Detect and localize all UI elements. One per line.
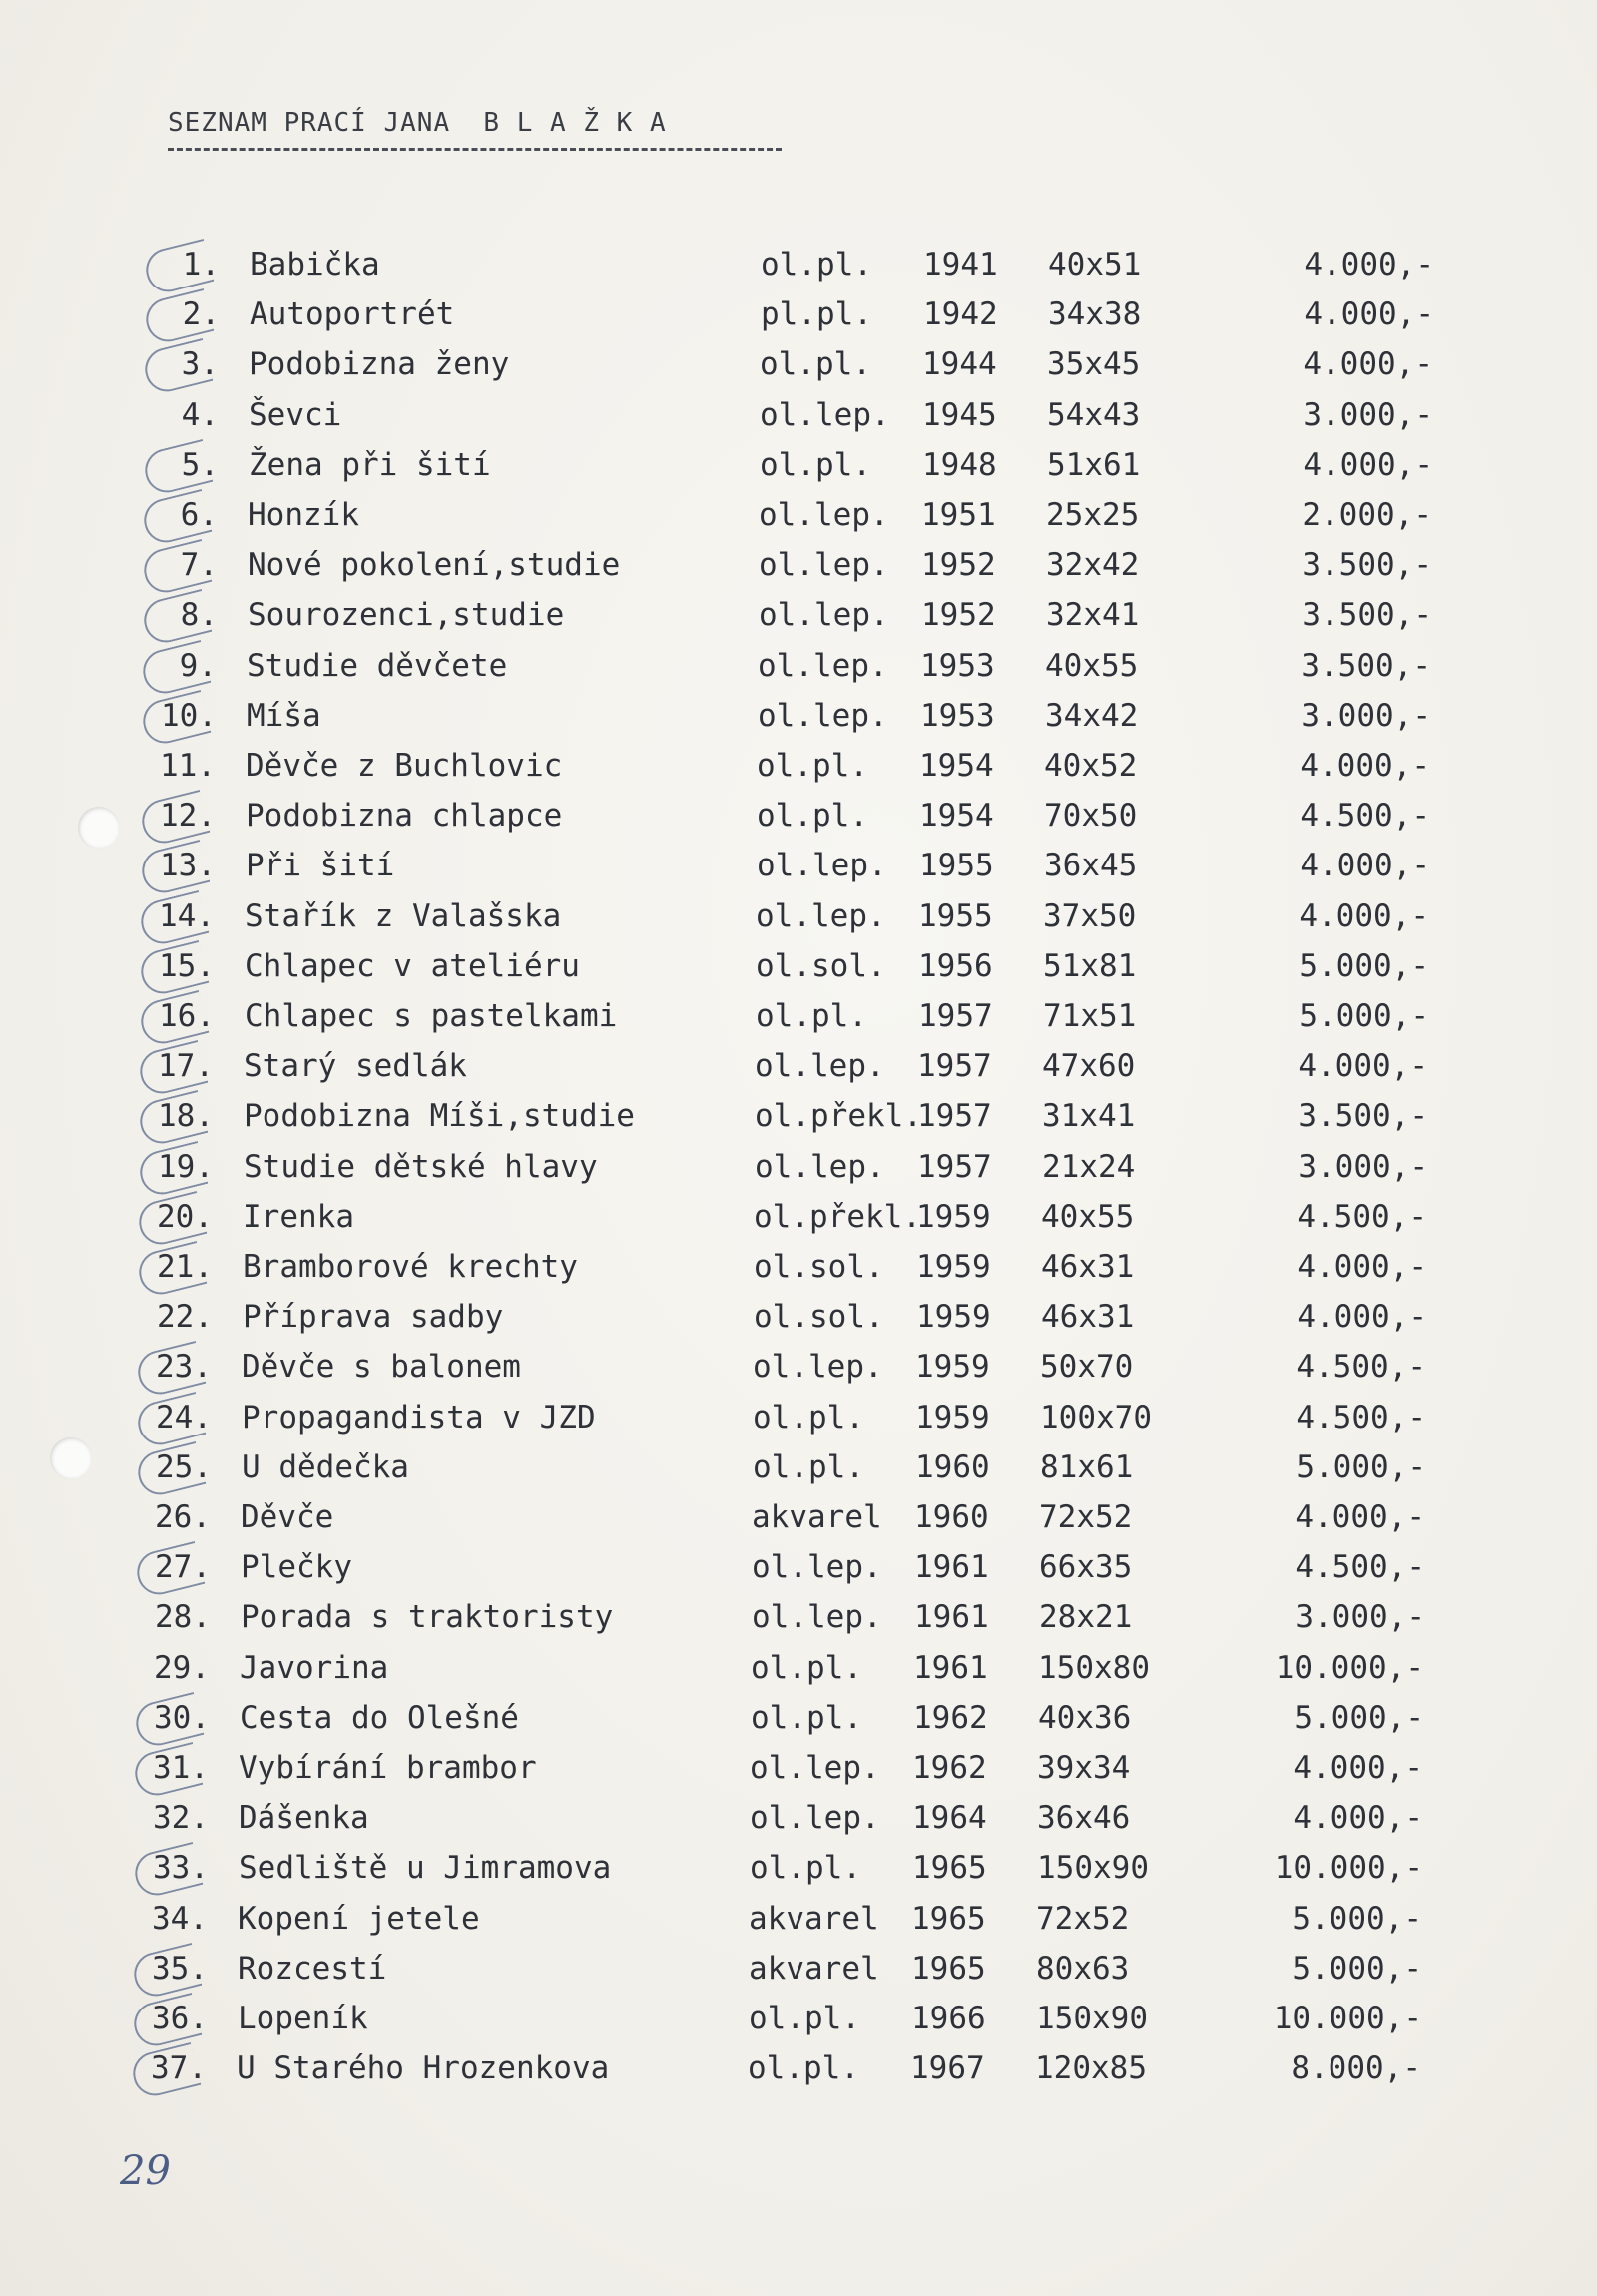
work-size: 40x52 bbox=[1044, 748, 1138, 784]
work-year: 1957 bbox=[917, 1098, 992, 1134]
work-title: Propagandista v JZD bbox=[242, 1400, 596, 1435]
work-size: 36x45 bbox=[1044, 848, 1138, 883]
work-title: U Starého Hrozenkova bbox=[237, 2050, 610, 2086]
work-title: Rozcestí bbox=[238, 1951, 387, 1987]
work-year: 1952 bbox=[921, 547, 996, 583]
table-row bbox=[0, 440, 1597, 490]
work-number: 9. bbox=[179, 648, 217, 684]
work-price: 2.000,- bbox=[1302, 497, 1432, 533]
work-price: 5.000,- bbox=[1294, 1700, 1424, 1736]
work-year: 1959 bbox=[916, 1299, 991, 1335]
table-row bbox=[0, 1843, 1597, 1893]
work-number: 17. bbox=[158, 1048, 214, 1084]
work-size: 80x63 bbox=[1036, 1951, 1130, 1987]
work-price: 4.000,- bbox=[1298, 1048, 1428, 1084]
work-number: 35. bbox=[152, 1951, 208, 1987]
work-size: 40x36 bbox=[1038, 1700, 1132, 1736]
work-size: 150x90 bbox=[1036, 2001, 1148, 2036]
work-technique: ol.pl. bbox=[756, 998, 867, 1034]
work-year: 1957 bbox=[918, 998, 993, 1034]
table-row bbox=[0, 641, 1597, 691]
work-price: 4.000,- bbox=[1293, 1750, 1423, 1786]
work-price: 4.500,- bbox=[1297, 1199, 1427, 1235]
work-technique: ol.lep. bbox=[758, 648, 888, 684]
table-row bbox=[0, 1542, 1597, 1592]
work-year: 1967 bbox=[910, 2050, 985, 2086]
work-technique: ol.pl. bbox=[753, 1400, 864, 1435]
table-row bbox=[0, 289, 1597, 339]
work-technique: ol.lep. bbox=[759, 547, 889, 583]
table-row bbox=[0, 1693, 1597, 1743]
work-number: 16. bbox=[159, 998, 215, 1034]
work-technique: ol.pl. bbox=[761, 247, 872, 283]
work-title: Babička bbox=[250, 247, 380, 283]
work-title: Kopení jetele bbox=[238, 1901, 480, 1937]
work-number: 11. bbox=[160, 748, 216, 784]
work-price: 4.500,- bbox=[1295, 1549, 1425, 1585]
work-size: 37x50 bbox=[1043, 898, 1137, 934]
work-title: Autoportrét bbox=[250, 296, 455, 332]
work-technique: ol.lep. bbox=[759, 497, 889, 533]
table-row bbox=[0, 1242, 1597, 1292]
work-year: 1954 bbox=[919, 748, 994, 784]
work-size: 28x21 bbox=[1039, 1599, 1133, 1635]
work-price: 10.000,- bbox=[1275, 1650, 1424, 1686]
work-price: 5.000,- bbox=[1299, 948, 1429, 984]
work-number: 30. bbox=[154, 1700, 210, 1736]
table-row bbox=[0, 791, 1597, 841]
work-year: 1965 bbox=[912, 1850, 987, 1886]
table-row bbox=[0, 1994, 1597, 2043]
work-technique: ol.pl. bbox=[748, 2050, 859, 2086]
work-price: 4.000,- bbox=[1299, 898, 1429, 934]
work-number: 10. bbox=[161, 698, 217, 734]
work-title: Cesta do Olešné bbox=[240, 1700, 519, 1736]
work-size: 46x31 bbox=[1041, 1249, 1135, 1285]
work-technique: ol.pl. bbox=[749, 2001, 860, 2036]
work-number: 12. bbox=[160, 798, 216, 834]
work-year: 1961 bbox=[914, 1599, 989, 1635]
work-price: 10.000,- bbox=[1273, 2001, 1422, 2036]
work-title: Vybírání brambor bbox=[239, 1750, 537, 1786]
work-year: 1961 bbox=[914, 1549, 989, 1585]
table-row bbox=[0, 339, 1597, 389]
work-number: 19. bbox=[158, 1149, 214, 1185]
work-number: 15. bbox=[159, 948, 215, 984]
work-technique: ol.lep. bbox=[753, 1349, 883, 1385]
work-year: 1959 bbox=[916, 1199, 991, 1235]
work-size: 70x50 bbox=[1044, 798, 1138, 834]
work-year: 1952 bbox=[921, 597, 996, 633]
work-price: 5.000,- bbox=[1292, 1901, 1422, 1937]
work-number: 32. bbox=[153, 1800, 209, 1836]
work-technique: ol.sol. bbox=[754, 1249, 884, 1285]
work-title: Podobizna Míši,studie bbox=[244, 1098, 635, 1134]
work-size: 71x51 bbox=[1043, 998, 1137, 1034]
table-row bbox=[0, 991, 1597, 1041]
work-price: 5.000,- bbox=[1299, 998, 1429, 1034]
work-technique: akvarel bbox=[749, 1901, 879, 1937]
work-title: Nové pokolení,studie bbox=[248, 547, 621, 583]
work-number: 21. bbox=[157, 1249, 213, 1285]
table-row bbox=[0, 490, 1597, 540]
work-technique: akvarel bbox=[752, 1499, 882, 1535]
work-size: 36x46 bbox=[1037, 1800, 1131, 1836]
work-number: 23. bbox=[156, 1349, 212, 1385]
work-year: 1962 bbox=[912, 1750, 987, 1786]
work-size: 21x24 bbox=[1042, 1149, 1136, 1185]
work-price: 4.000,- bbox=[1297, 1299, 1427, 1335]
work-number: 27. bbox=[155, 1549, 211, 1585]
work-year: 1956 bbox=[918, 948, 993, 984]
work-year: 1942 bbox=[923, 296, 998, 332]
work-number: 25. bbox=[156, 1449, 212, 1485]
work-number: 1. bbox=[182, 247, 220, 283]
work-technique: ol.sol. bbox=[756, 948, 886, 984]
work-number: 29. bbox=[154, 1650, 210, 1686]
work-year: 1955 bbox=[919, 848, 994, 883]
work-size: 40x55 bbox=[1041, 1199, 1135, 1235]
table-row bbox=[0, 1793, 1597, 1843]
work-technique: ol.lep. bbox=[755, 1048, 885, 1084]
work-number: 24. bbox=[156, 1400, 212, 1435]
work-technique: ol.lep. bbox=[752, 1549, 882, 1585]
work-number: 4. bbox=[181, 397, 219, 433]
work-technique: ol.lep. bbox=[750, 1750, 880, 1786]
work-technique: ol.pl. bbox=[750, 1850, 861, 1886]
work-size: 32x41 bbox=[1046, 597, 1140, 633]
work-year: 1959 bbox=[915, 1400, 990, 1435]
work-year: 1960 bbox=[914, 1499, 989, 1535]
work-number: 6. bbox=[180, 497, 218, 533]
work-year: 1951 bbox=[921, 497, 996, 533]
work-technique: ol.pl. bbox=[760, 346, 871, 382]
table-row bbox=[0, 1342, 1597, 1392]
table-row bbox=[0, 1592, 1597, 1642]
table-row bbox=[0, 390, 1597, 440]
work-size: 31x41 bbox=[1042, 1098, 1136, 1134]
work-technique: ol.lep. bbox=[759, 597, 889, 633]
work-title: Javorina bbox=[240, 1650, 389, 1686]
table-row bbox=[0, 1393, 1597, 1442]
work-technique: ol.překl. bbox=[754, 1199, 921, 1235]
work-size: 32x42 bbox=[1046, 547, 1140, 583]
work-number: 36. bbox=[152, 2001, 208, 2036]
work-year: 1965 bbox=[911, 1901, 986, 1937]
work-title: Podobizna ženy bbox=[249, 346, 510, 382]
work-price: 4.000,- bbox=[1297, 1249, 1427, 1285]
work-size: 51x81 bbox=[1043, 948, 1137, 984]
work-year: 1965 bbox=[911, 1951, 986, 1987]
work-size: 72x52 bbox=[1036, 1901, 1130, 1937]
table-row bbox=[0, 941, 1597, 991]
work-size: 120x85 bbox=[1035, 2050, 1147, 2086]
work-technique: ol.lep. bbox=[756, 898, 886, 934]
work-technique: ol.pl. bbox=[757, 748, 868, 784]
work-year: 1957 bbox=[917, 1048, 992, 1084]
work-year: 1941 bbox=[923, 247, 998, 283]
work-technique: ol.překl. bbox=[755, 1098, 922, 1134]
work-number: 33. bbox=[153, 1850, 209, 1886]
work-year: 1959 bbox=[915, 1349, 990, 1385]
page-number: 29 bbox=[120, 2148, 171, 2194]
table-row bbox=[0, 1142, 1597, 1192]
table-row bbox=[0, 741, 1597, 791]
work-title: Při šití bbox=[246, 848, 395, 883]
work-size: 51x61 bbox=[1047, 447, 1141, 483]
work-price: 5.000,- bbox=[1292, 1951, 1422, 1987]
work-title: Příprava sadby bbox=[243, 1299, 504, 1335]
work-price: 3.500,- bbox=[1301, 648, 1431, 684]
work-title: Žena při šití bbox=[249, 447, 491, 483]
work-year: 1961 bbox=[913, 1650, 988, 1686]
work-year: 1955 bbox=[918, 898, 993, 934]
work-price: 3.000,- bbox=[1301, 698, 1431, 734]
work-price: 4.000,- bbox=[1304, 296, 1434, 332]
table-row bbox=[0, 1944, 1597, 1994]
table-row bbox=[0, 2043, 1597, 2093]
work-price: 3.000,- bbox=[1295, 1599, 1425, 1635]
work-number: 34. bbox=[152, 1901, 208, 1937]
work-title: Ševci bbox=[249, 397, 342, 433]
work-technique: ol.lep. bbox=[758, 698, 888, 734]
work-year: 1959 bbox=[916, 1249, 991, 1285]
work-price: 4.500,- bbox=[1296, 1349, 1426, 1385]
work-price: 4.000,- bbox=[1295, 1499, 1425, 1535]
work-title: Plečky bbox=[241, 1549, 352, 1585]
work-title: Děvče z Buchlovic bbox=[246, 748, 563, 784]
work-price: 3.500,- bbox=[1302, 547, 1432, 583]
work-price: 5.000,- bbox=[1296, 1449, 1426, 1485]
work-number: 31. bbox=[153, 1750, 209, 1786]
work-size: 66x35 bbox=[1039, 1549, 1133, 1585]
work-technique: ol.pl. bbox=[757, 798, 868, 834]
work-price: 4.000,- bbox=[1303, 447, 1433, 483]
work-technique: ol.pl. bbox=[751, 1700, 862, 1736]
work-title: Děvče bbox=[241, 1499, 334, 1535]
work-year: 1953 bbox=[920, 698, 995, 734]
work-title: Dášenka bbox=[239, 1800, 369, 1836]
work-title: Chlapec v ateliéru bbox=[245, 948, 580, 984]
table-row bbox=[0, 891, 1597, 941]
work-technique: ol.pl. bbox=[751, 1650, 862, 1686]
work-number: 7. bbox=[180, 547, 218, 583]
table-row bbox=[0, 240, 1597, 289]
work-year: 1960 bbox=[915, 1449, 990, 1485]
work-number: 3. bbox=[181, 346, 219, 382]
work-size: 81x61 bbox=[1040, 1449, 1134, 1485]
work-price: 8.000,- bbox=[1291, 2050, 1421, 2086]
work-year: 1962 bbox=[913, 1700, 988, 1736]
work-title: Lopeník bbox=[238, 2001, 368, 2036]
work-title: Studie děvčete bbox=[247, 648, 508, 684]
work-number: 20. bbox=[157, 1199, 213, 1235]
work-title: Sedliště u Jimramova bbox=[239, 1850, 612, 1886]
table-row bbox=[0, 1643, 1597, 1693]
work-price: 4.000,- bbox=[1293, 1800, 1423, 1836]
work-price: 4.500,- bbox=[1300, 798, 1430, 834]
work-number: 18. bbox=[158, 1098, 214, 1134]
work-year: 1953 bbox=[920, 648, 995, 684]
work-size: 150x80 bbox=[1038, 1650, 1150, 1686]
work-price: 4.000,- bbox=[1303, 346, 1433, 382]
work-size: 25x25 bbox=[1046, 497, 1140, 533]
table-row bbox=[0, 540, 1597, 590]
work-title: U dědečka bbox=[242, 1449, 409, 1485]
work-title: Sourozenci,studie bbox=[248, 597, 565, 633]
document-title: SEZNAM PRACÍ JANA B L A Ž K A bbox=[168, 108, 667, 138]
work-price: 4.000,- bbox=[1300, 748, 1430, 784]
work-year: 1957 bbox=[917, 1149, 992, 1185]
table-row bbox=[0, 1292, 1597, 1342]
work-size: 39x34 bbox=[1037, 1750, 1131, 1786]
work-size: 40x51 bbox=[1048, 247, 1142, 283]
work-technique: pl.pl. bbox=[761, 296, 872, 332]
work-technique: ol.lep. bbox=[757, 848, 887, 883]
work-title: Děvče s balonem bbox=[242, 1349, 521, 1385]
work-size: 46x31 bbox=[1041, 1299, 1135, 1335]
table-row bbox=[0, 1442, 1597, 1492]
work-technique: akvarel bbox=[749, 1951, 879, 1987]
work-size: 47x60 bbox=[1042, 1048, 1136, 1084]
work-technique: ol.lep. bbox=[760, 397, 890, 433]
work-title: Stařík z Valašska bbox=[245, 898, 562, 934]
work-technique: ol.sol. bbox=[754, 1299, 884, 1335]
work-title: Míša bbox=[247, 698, 321, 734]
work-size: 150x90 bbox=[1037, 1850, 1149, 1886]
work-price: 4.000,- bbox=[1300, 848, 1430, 883]
work-technique: ol.lep. bbox=[752, 1599, 882, 1635]
work-title: Bramborové krechty bbox=[243, 1249, 578, 1285]
work-size: 100x70 bbox=[1040, 1400, 1152, 1435]
table-row bbox=[0, 1492, 1597, 1542]
work-year: 1966 bbox=[911, 2001, 986, 2036]
table-row bbox=[0, 691, 1597, 741]
work-price: 3.500,- bbox=[1302, 597, 1432, 633]
work-size: 34x38 bbox=[1048, 296, 1142, 332]
work-title: Irenka bbox=[243, 1199, 354, 1235]
work-number: 13. bbox=[160, 848, 216, 883]
work-number: 2. bbox=[182, 296, 220, 332]
work-title: Studie dětské hlavy bbox=[244, 1149, 598, 1185]
work-price: 4.000,- bbox=[1304, 247, 1434, 283]
work-size: 50x70 bbox=[1040, 1349, 1134, 1385]
work-size: 40x55 bbox=[1045, 648, 1139, 684]
work-size: 35x45 bbox=[1047, 346, 1141, 382]
work-price: 3.000,- bbox=[1303, 397, 1433, 433]
work-number: 22. bbox=[157, 1299, 213, 1335]
work-number: 26. bbox=[155, 1499, 211, 1535]
work-number: 8. bbox=[180, 597, 218, 633]
work-number: 28. bbox=[155, 1599, 211, 1635]
work-price: 10.000,- bbox=[1274, 1850, 1423, 1886]
table-row bbox=[0, 841, 1597, 890]
work-title: Podobizna chlapce bbox=[246, 798, 563, 834]
work-technique: ol.lep. bbox=[755, 1149, 885, 1185]
work-size: 54x43 bbox=[1047, 397, 1141, 433]
work-price: 4.500,- bbox=[1296, 1400, 1426, 1435]
work-technique: ol.pl. bbox=[753, 1449, 864, 1485]
table-row bbox=[0, 1041, 1597, 1091]
work-technique: ol.lep. bbox=[750, 1800, 880, 1836]
work-year: 1945 bbox=[922, 397, 997, 433]
table-row bbox=[0, 1192, 1597, 1242]
work-title: Starý sedlák bbox=[244, 1048, 467, 1084]
work-number: 5. bbox=[181, 447, 219, 483]
work-technique: ol.pl. bbox=[760, 447, 871, 483]
work-title: Chlapec s pastelkami bbox=[245, 998, 618, 1034]
table-row bbox=[0, 1091, 1597, 1141]
table-row bbox=[0, 590, 1597, 640]
work-year: 1964 bbox=[912, 1800, 987, 1836]
work-number: 37. bbox=[151, 2050, 207, 2086]
table-row bbox=[0, 1743, 1597, 1793]
work-year: 1954 bbox=[919, 798, 994, 834]
table-row bbox=[0, 1894, 1597, 1944]
work-title: Honzík bbox=[248, 497, 359, 533]
work-year: 1948 bbox=[922, 447, 997, 483]
work-number: 14. bbox=[159, 898, 215, 934]
work-size: 34x42 bbox=[1045, 698, 1139, 734]
work-price: 3.000,- bbox=[1298, 1149, 1428, 1185]
work-year: 1944 bbox=[922, 346, 997, 382]
work-title: Porada s traktoristy bbox=[241, 1599, 614, 1635]
work-price: 3.500,- bbox=[1298, 1098, 1428, 1134]
title-underline bbox=[168, 148, 782, 151]
work-size: 72x52 bbox=[1039, 1499, 1133, 1535]
